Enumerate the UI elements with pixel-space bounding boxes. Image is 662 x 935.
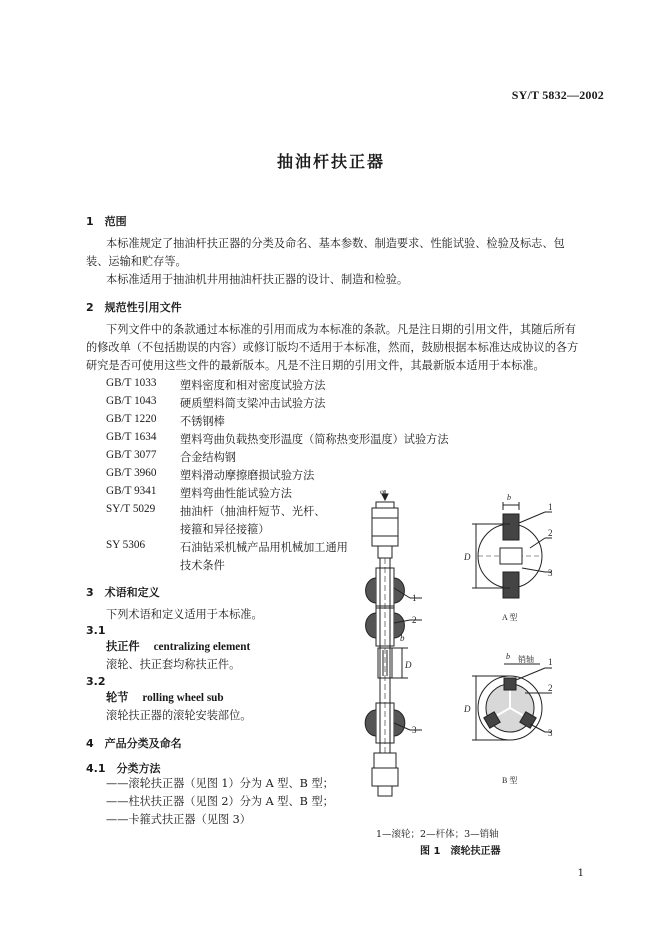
dim-b-label: b [400, 633, 405, 643]
normative-intro-line-2: 的修改单（不包括勘误的内容）或修订版均不适用于本标准，然而，鼓励根据本标准达成协议的各方 [86, 341, 579, 354]
scope-paragraph-line-2: 装、运输和贮存等。 [86, 255, 187, 268]
classification-item: ——滚轮扶正器（见图 1）分为 A 型、B 型； [106, 777, 334, 790]
callout-number: 1 [548, 502, 553, 512]
ref-code: GB/T 3960 [106, 467, 157, 479]
section-3-heading: 3 术语和定义 [86, 586, 160, 599]
ref-code: GB/T 1033 [106, 377, 157, 389]
callout-number: 1 [412, 593, 417, 603]
sucker-rod-side-view [365, 488, 422, 796]
term-definition: 滚轮、扶正套均称扶正件。 [106, 658, 241, 671]
term-number: 3.1 [86, 624, 106, 637]
ref-title: 不锈钢棒 [180, 415, 225, 428]
callout-number: 2 [412, 615, 417, 625]
ref-code: GB/T 1634 [106, 431, 157, 443]
callout-number: 1 [548, 657, 553, 667]
scope-paragraph-line-1: 本标准规定了抽油杆扶正器的分类及命名、基本参数、制造要求、性能试验、检验及标志、包 [106, 237, 565, 250]
ref-title-continued: 接箍和异径接箍） [180, 523, 270, 536]
term-entry [106, 689, 224, 707]
ref-title: 合金结构钢 [180, 451, 236, 464]
type-b-cross-section [472, 664, 552, 740]
callout-number: 3 [548, 568, 553, 578]
ref-title: 塑料滑动摩擦磨损试验方法 [180, 469, 315, 482]
term-number: 3.2 [86, 675, 106, 688]
figure-legend: 1—滚轮；2—杆体；3—销轴 [376, 829, 499, 840]
term-zh: 扶正件 [106, 640, 140, 653]
ref-title: 石油钻采机械产品用机械加工通用 [180, 541, 348, 554]
normative-intro-line-3: 研究是否可使用这些文件的最新版本。凡是不注日期的引用文件，其最新版本适用于本标准。 [86, 359, 545, 372]
document-title: 抽油杆扶正器 [276, 152, 385, 171]
section-4-heading: 4 产品分类及命名 [86, 737, 182, 750]
ref-title: 塑料密度和相对密度试验方法 [180, 379, 326, 392]
type-a-cross-section [472, 502, 552, 598]
ref-code: GB/T 1220 [106, 413, 157, 425]
standard-number: SY/T 5832—2002 [511, 88, 604, 102]
figure-1-drawing [340, 488, 600, 818]
pin-label: 销轴 [518, 655, 534, 664]
dim-d-label: D [464, 552, 471, 562]
ref-title: 塑料弯曲负载热变形温度（简称热变形温度）试验方法 [180, 433, 449, 446]
term-definition: 滚轮扶正器的滚轮安装部位。 [106, 709, 252, 722]
dim-d-label: D [405, 660, 412, 670]
classification-item: ——柱状扶正器（见图 2）分为 A 型、B 型； [106, 795, 334, 808]
dim-d-label: D [464, 704, 471, 714]
ref-code: SY/T 5029 [106, 503, 156, 515]
ref-code: GB/T 1043 [106, 395, 157, 407]
term-entry [106, 638, 250, 656]
ref-code: GB/T 9341 [106, 485, 157, 497]
scope-paragraph-2: 本标准适用于抽油机井用抽油杆扶正器的设计、制造和检验。 [106, 273, 409, 286]
callout-number: 2 [548, 683, 553, 693]
callout-number: 3 [548, 728, 553, 738]
section-2-heading: 2 规范性引用文件 [86, 301, 182, 314]
section-1-heading: 1 范围 [86, 215, 127, 228]
section-4-1-heading: 4.1 分类方法 [86, 762, 161, 775]
callout-number: 2 [548, 528, 553, 538]
ref-title: 抽油杆（抽油杆短节、光杆、 [180, 505, 326, 518]
ref-title-continued: 技术条件 [180, 559, 225, 572]
classification-item: ——卡箍式扶正器（见图 3） [106, 813, 251, 826]
page-number: 1 [577, 868, 584, 879]
terms-intro: 下列术语和定义适用于本标准。 [106, 608, 263, 621]
type-a-label: A 型 [502, 613, 518, 622]
dim-b-label: b [507, 493, 511, 502]
dim-b-label: b [506, 652, 510, 661]
figure-caption: 图 1 滚轮扶正器 [420, 846, 501, 857]
normative-intro-line-1: 下列文件中的条款通过本标准的引用而成为本标准的条款。凡是注日期的引用文件，其随后所有 [106, 323, 576, 336]
ref-code: GB/T 3077 [106, 449, 157, 461]
type-b-label: B 型 [502, 776, 518, 785]
ref-code: SY 5306 [106, 539, 146, 551]
term-en: centralizing element [153, 641, 251, 653]
callout-number: 3 [412, 725, 417, 735]
arrow-label: φ [380, 488, 385, 496]
term-en: rolling wheel sub [142, 692, 224, 704]
ref-title: 硬质塑料简支梁冲击试验方法 [180, 397, 326, 410]
term-zh: 轮节 [106, 691, 129, 704]
ref-title: 塑料弯曲性能试验方法 [180, 487, 292, 500]
